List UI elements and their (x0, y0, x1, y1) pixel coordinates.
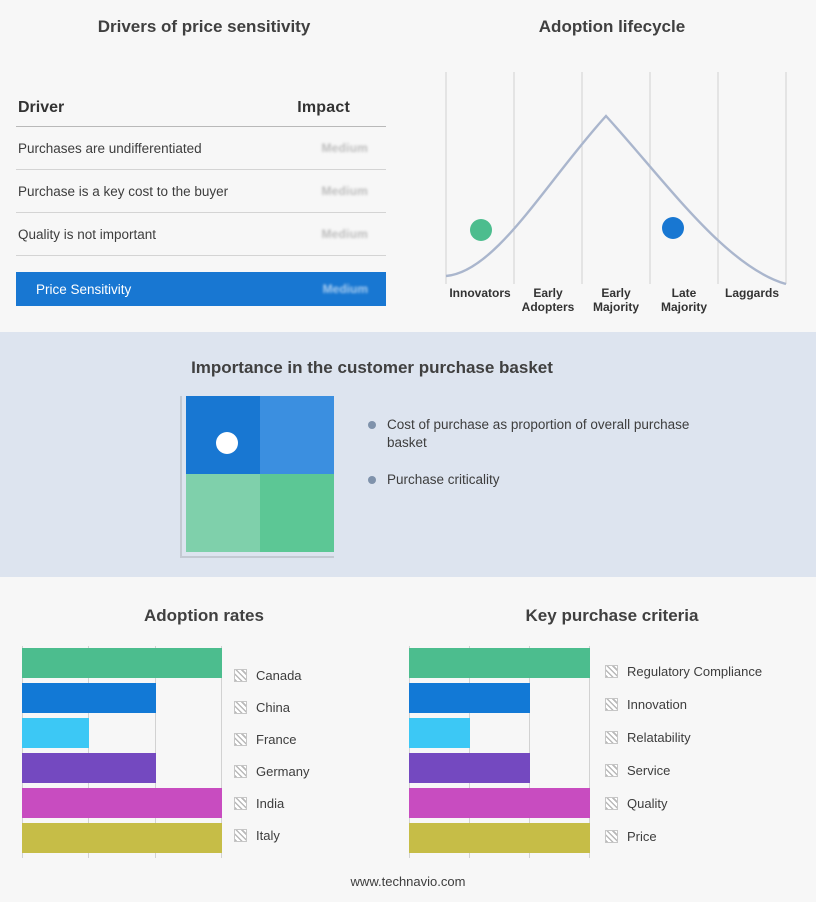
lifecycle-curve-svg (426, 62, 804, 312)
marker-innovators (470, 219, 492, 241)
marker-late-majority (662, 217, 684, 239)
stage-label-early-adopters: Early Adopters (521, 286, 575, 314)
position-marker (216, 432, 238, 454)
legend-item-canada (234, 666, 302, 684)
legend-label: Relatability (627, 729, 691, 745)
legend-item-quality (605, 794, 667, 812)
legend-label: Regulatory Compliance (627, 663, 763, 679)
legend-item (368, 416, 708, 452)
adoption-rates-title: Adoption rates (144, 606, 264, 625)
bottom-section (0, 577, 816, 902)
legend-swatch-icon (234, 797, 247, 810)
adoption-lifecycle-panel (408, 0, 816, 332)
legend-label: Service (627, 762, 671, 778)
impact-value: Medium (321, 184, 368, 198)
bar-india (22, 788, 222, 818)
legend-item-italy (234, 826, 280, 844)
bar-quality (409, 788, 590, 818)
legend-item-price (605, 827, 657, 845)
adoption-lifecycle-title: Adoption lifecycle (538, 17, 686, 36)
stage-label-laggards: Laggards (724, 286, 779, 300)
driver-label: Purchases are undifferentiated (18, 140, 202, 156)
column-header-driver: Driver (18, 99, 65, 116)
legend-bullet-icon (368, 421, 376, 429)
legend-swatch-icon (605, 698, 618, 711)
legend-label: Innovation (627, 696, 687, 712)
driver-label: Purchase is a key cost to the buyer (18, 183, 229, 199)
quadrant-grid (186, 396, 334, 552)
purchase-criteria-title: Key purchase criteria (525, 606, 699, 625)
top-section (0, 0, 816, 332)
stage-label-innovators: Innovators (449, 286, 511, 300)
column-header-impact: Impact (297, 99, 350, 116)
legend-item-service (605, 761, 670, 779)
legend-swatch-icon (605, 830, 618, 843)
legend-item-relatability (605, 728, 691, 746)
impact-value: Medium (321, 227, 368, 241)
table-row (16, 170, 386, 213)
legend-swatch-icon (234, 765, 247, 778)
bar-relatability (409, 718, 470, 748)
driver-label: Quality is not important (18, 226, 157, 242)
purchase-basket-section (0, 332, 816, 577)
legend-item-innovation (605, 695, 687, 713)
legend-label: Cost of purchase as proportion of overall purchase basket (387, 417, 690, 450)
impact-value: Medium (321, 141, 368, 155)
legend-swatch-icon (605, 764, 618, 777)
legend-label: India (256, 795, 285, 811)
bar-france (22, 718, 89, 748)
legend-swatch-icon (234, 701, 247, 714)
legend-bullet-icon (368, 476, 376, 484)
bar-service (409, 753, 530, 783)
legend-swatch-icon (605, 731, 618, 744)
quadrant-bottom-right (260, 474, 334, 552)
legend-swatch-icon (605, 797, 618, 810)
bar-canada (22, 648, 222, 678)
drivers-panel (0, 0, 408, 332)
bar-innovation (409, 683, 530, 713)
legend-label: Price (627, 828, 657, 844)
legend-item-france (234, 730, 296, 748)
drivers-table (16, 90, 386, 256)
bar-germany (22, 753, 156, 783)
footer-url: www.technavio.com (350, 874, 466, 889)
legend-swatch-icon (234, 829, 247, 842)
adoption-lifecycle-chart (426, 62, 804, 312)
legend-item-india (234, 794, 284, 812)
legend-item-regulatory-compliance (605, 662, 762, 680)
quadrant-chart (180, 396, 334, 558)
table-row (16, 213, 386, 256)
drivers-title: Drivers of price sensitivity (97, 17, 311, 36)
legend-label: Purchase criticality (387, 472, 500, 487)
legend-swatch-icon (605, 665, 618, 678)
stage-label-early-majority: Early Majority (592, 286, 639, 314)
bar-price (409, 823, 590, 853)
bar-regulatory-compliance (409, 648, 590, 678)
purchase-criteria-chart (409, 646, 590, 858)
legend-item (368, 471, 708, 489)
legend-label: Quality (627, 795, 668, 811)
adoption-rates-chart (22, 646, 222, 858)
purchase-basket-title: Importance in the customer purchase basket (191, 358, 553, 377)
legend-label: China (256, 699, 290, 715)
bar-china (22, 683, 156, 713)
table-row (16, 127, 386, 170)
quadrant-top-right (260, 396, 334, 474)
legend-label: Germany (256, 763, 310, 779)
bar-italy (22, 823, 222, 853)
legend-item-germany (234, 762, 309, 780)
legend-item-china (234, 698, 290, 716)
price-sensitivity-value: Medium (322, 282, 368, 296)
legend-swatch-icon (234, 669, 247, 682)
legend-label: Canada (256, 667, 302, 683)
quadrant-bottom-left (186, 474, 260, 552)
stage-label-late-majority: Late Majority (660, 286, 707, 314)
legend-label: Italy (256, 827, 280, 843)
purchase-basket-legend (368, 416, 708, 508)
price-sensitivity-summary (16, 272, 386, 306)
legend-swatch-icon (234, 733, 247, 746)
price-sensitivity-label: Price Sensitivity (36, 281, 132, 297)
table-header-row (16, 90, 386, 127)
legend-label: France (256, 731, 297, 747)
